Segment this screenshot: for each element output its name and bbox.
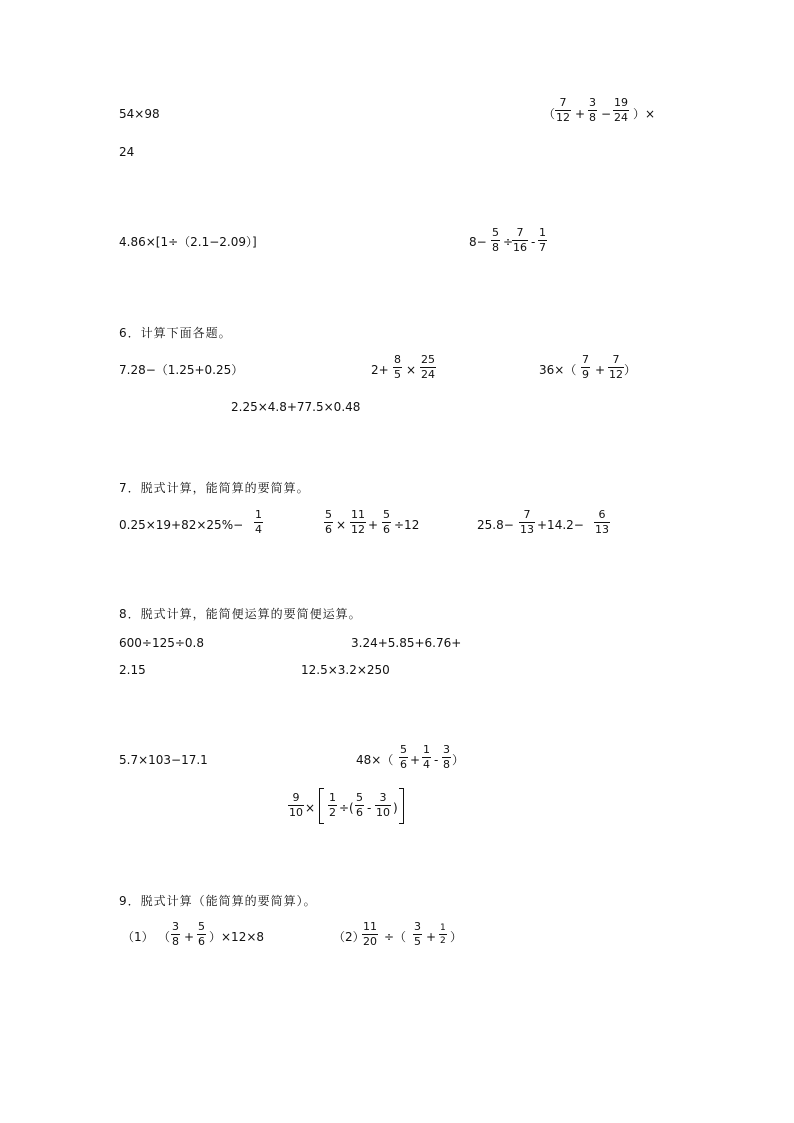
fraction: 5 6 xyxy=(383,508,390,536)
question-8-heading: 8．脱式计算，能简便运算的要简便运算。 xyxy=(119,607,362,621)
times-sign: × xyxy=(336,518,347,532)
plus-sign: + xyxy=(426,930,437,944)
minus-sign: - xyxy=(531,235,536,249)
expr-54x98-continued: 24 xyxy=(119,145,135,159)
fraction: 25 24 xyxy=(421,353,435,381)
fraction: 3 8 xyxy=(443,743,450,771)
question-7-heading: 7．脱式计算，能简算的要简算。 xyxy=(119,481,310,495)
item-2-label: （2） xyxy=(333,930,365,944)
paren-open: （ xyxy=(543,107,556,121)
expr-3-24-continued: 2.15 xyxy=(119,663,146,677)
expr-4-86: 4.86×[1÷（2.1−2.09）] xyxy=(119,235,257,249)
fraction: 8 5 xyxy=(394,353,401,381)
question-6-heading: 6．计算下面各题。 xyxy=(119,326,232,340)
paren-close: ） xyxy=(452,753,465,767)
expr-48-times: 48×（ xyxy=(356,753,394,767)
fraction: 5 6 xyxy=(400,743,407,771)
times-sign: × xyxy=(406,363,417,377)
fraction: 7 13 xyxy=(520,508,534,536)
fraction: 11 12 xyxy=(351,508,365,536)
fraction: 7 12 xyxy=(609,353,623,381)
plus-sign: + xyxy=(410,753,421,767)
fraction: 3 5 xyxy=(414,920,421,948)
fraction: 1 2 xyxy=(329,791,336,819)
fraction: 5 6 xyxy=(325,508,332,536)
minus-sign: - xyxy=(367,801,372,815)
left-bracket xyxy=(319,788,324,824)
fraction: 11 20 xyxy=(363,920,377,948)
paren-close: ) xyxy=(393,801,398,815)
fraction: 1 7 xyxy=(539,226,546,254)
expr-12-5: 12.5×3.2×250 xyxy=(301,663,390,677)
expr-divide-12: ÷12 xyxy=(394,518,420,532)
expr-3-24: 3.24+5.85+6.76+ xyxy=(351,636,462,650)
fraction: 6 13 xyxy=(595,508,609,536)
paren-close: ） xyxy=(450,930,463,944)
plus-sign: + xyxy=(575,107,586,121)
plus-sign: + xyxy=(368,518,379,532)
plus-sign: + xyxy=(595,363,606,377)
fraction: 1 4 xyxy=(255,508,262,536)
paren-open: （ xyxy=(158,930,171,944)
fraction: 9 10 xyxy=(289,791,303,819)
expr-2-25: 2.25×4.8+77.5×0.48 xyxy=(231,400,361,414)
fraction: 7 16 xyxy=(513,226,527,254)
expr-5-7: 5.7×103−17.1 xyxy=(119,753,208,767)
right-bracket xyxy=(399,788,404,824)
expr-8-minus: 8− xyxy=(469,235,487,249)
item-1-label: （1） xyxy=(122,930,154,944)
divide-sign: ÷ xyxy=(503,235,514,249)
divide-paren: ÷( xyxy=(339,801,354,815)
divide-paren: ÷（ xyxy=(384,930,407,944)
expr-36-times: 36×（ xyxy=(539,363,577,377)
minus-sign: - xyxy=(434,753,439,767)
expr-2-plus: 2+ xyxy=(371,363,389,377)
expr-7-28: 7.28−（1.25+0.25） xyxy=(119,363,244,377)
fraction: 5 6 xyxy=(356,791,363,819)
minus-sign: − xyxy=(601,107,612,121)
fraction: 7 12 xyxy=(556,96,570,124)
fraction: 3 10 xyxy=(376,791,390,819)
times-sign: × xyxy=(305,801,316,815)
fraction: 5 6 xyxy=(198,920,205,948)
expr-0-25: 0.25×19+82×25%− xyxy=(119,518,244,532)
expr-600: 600÷125÷0.8 xyxy=(119,636,205,650)
expr-25-8: 25.8− xyxy=(477,518,514,532)
fraction: 1 2 xyxy=(440,923,446,946)
fraction: 3 8 xyxy=(172,920,179,948)
plus-sign: + xyxy=(184,930,195,944)
question-9-heading: 9．脱式计算（能简算的要简算）。 xyxy=(119,894,317,908)
fraction: 19 24 xyxy=(614,96,628,124)
expr-times-12-times-8: ）×12×8 xyxy=(209,930,265,944)
fraction: 7 9 xyxy=(582,353,589,381)
fraction: 5 8 xyxy=(492,226,499,254)
fraction: 1 4 xyxy=(423,743,430,771)
expr-plus-14-2: +14.2− xyxy=(537,518,584,532)
paren-close: ） xyxy=(624,363,637,377)
fraction: 3 8 xyxy=(589,96,596,124)
paren-close-times: ）× xyxy=(633,107,656,121)
expr-54x98: 54×98 xyxy=(119,107,160,121)
